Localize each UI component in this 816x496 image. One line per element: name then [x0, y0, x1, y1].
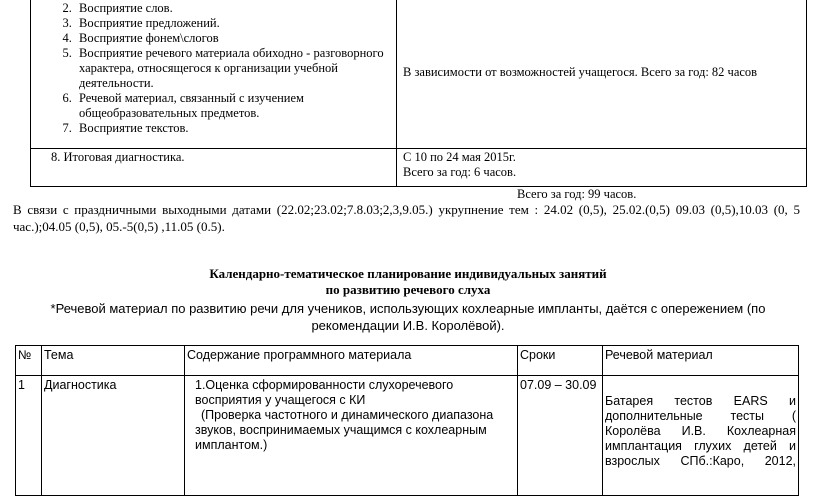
- header-material: Речевой материал: [603, 346, 799, 376]
- material-line: Батарея тестов EARS и: [605, 394, 796, 408]
- program-item: 6. Речевой материал, связанный с изучением общеобразовательных предметов.: [75, 91, 396, 121]
- material-line: взрослых СПб.:Каро, 2012,: [605, 454, 796, 468]
- program-item: 7. Восприятие текстов.: [75, 121, 396, 136]
- material-line: дополнительные тесты (: [605, 409, 796, 423]
- row-material: [603, 376, 799, 496]
- row-topic: Диагностика: [42, 376, 185, 496]
- hours-cell: [397, 0, 807, 149]
- program-item: 4. Восприятие фонем\слогов: [75, 31, 396, 46]
- holiday-note: В связи с праздничными выходными датами (22.02;23.02;7.8.03;2,3,9.05.) укрупнение тем : 24.02 (0,5), 25.02.(0,5) 09.03 (0,5),10.03 (0, 5 час.);04.05 (0,5), 05.-5(0,5) ,11.05 (0.5).: [13, 202, 800, 234]
- header-topic: Тема: [42, 346, 185, 376]
- final-diagnostics-label: 8. Итоговая диагностика.: [51, 150, 185, 164]
- note-line1: *Речевой материал по развитию речи для учеников, использующих кохлеарные импланты, даётся с опережением (по: [50, 301, 766, 316]
- final-diagnostics-hours: Всего за год: 6 часов.: [403, 165, 517, 179]
- section-heading-line1: Календарно-тематическое планирование индивидуальных занятий: [209, 266, 607, 281]
- program-table: [30, 0, 807, 187]
- content-line: звуков, воспринимаемых учащимся с кохлеарным: [195, 423, 487, 437]
- program-items-cell: [31, 0, 397, 149]
- section-heading-line2: по развитию речевого слуха: [325, 282, 491, 297]
- note-line2: рекомендации И.В. Королёвой).: [311, 318, 505, 333]
- row-content: [185, 376, 518, 496]
- row-num: 1: [16, 376, 42, 496]
- final-diagnostics-dates-cell: [397, 149, 807, 187]
- total-hours: Всего за год: 99 часов.: [517, 187, 637, 201]
- header-content: Содержание программного материала: [185, 346, 518, 376]
- content-line: (Проверка частотного и динамического диапазона: [201, 408, 494, 422]
- hours-text: В зависимости от возможностей учащегося. Всего за год: 82 часов: [403, 65, 758, 79]
- material-line: имплантация глухих детей и: [605, 439, 796, 453]
- final-diagnostics-dates: С 10 по 24 мая 2015г.: [403, 150, 516, 164]
- final-diagnostics-cell: [31, 149, 397, 187]
- program-item: 5. Восприятие речевого материала обиходно - разговорного характера, относящегося к организации учебной деятельности.: [75, 46, 396, 91]
- plan-table: [15, 345, 799, 496]
- content-line: имплантом.): [195, 438, 268, 452]
- program-items-list: [31, 1, 396, 136]
- program-item: 2. Восприятие слов.: [75, 1, 396, 16]
- content-line: 1.Оценка сформированности слухоречевого: [195, 378, 454, 392]
- program-item: 3. Восприятие предложений.: [75, 16, 396, 31]
- header-dates: Сроки: [518, 346, 603, 376]
- row-dates: 07.09 – 30.09: [518, 376, 603, 496]
- content-line: восприятия у учащегося с КИ: [195, 393, 366, 407]
- material-line: Королёва И.В. Кохлеарная: [605, 424, 796, 438]
- header-num: №: [16, 346, 42, 376]
